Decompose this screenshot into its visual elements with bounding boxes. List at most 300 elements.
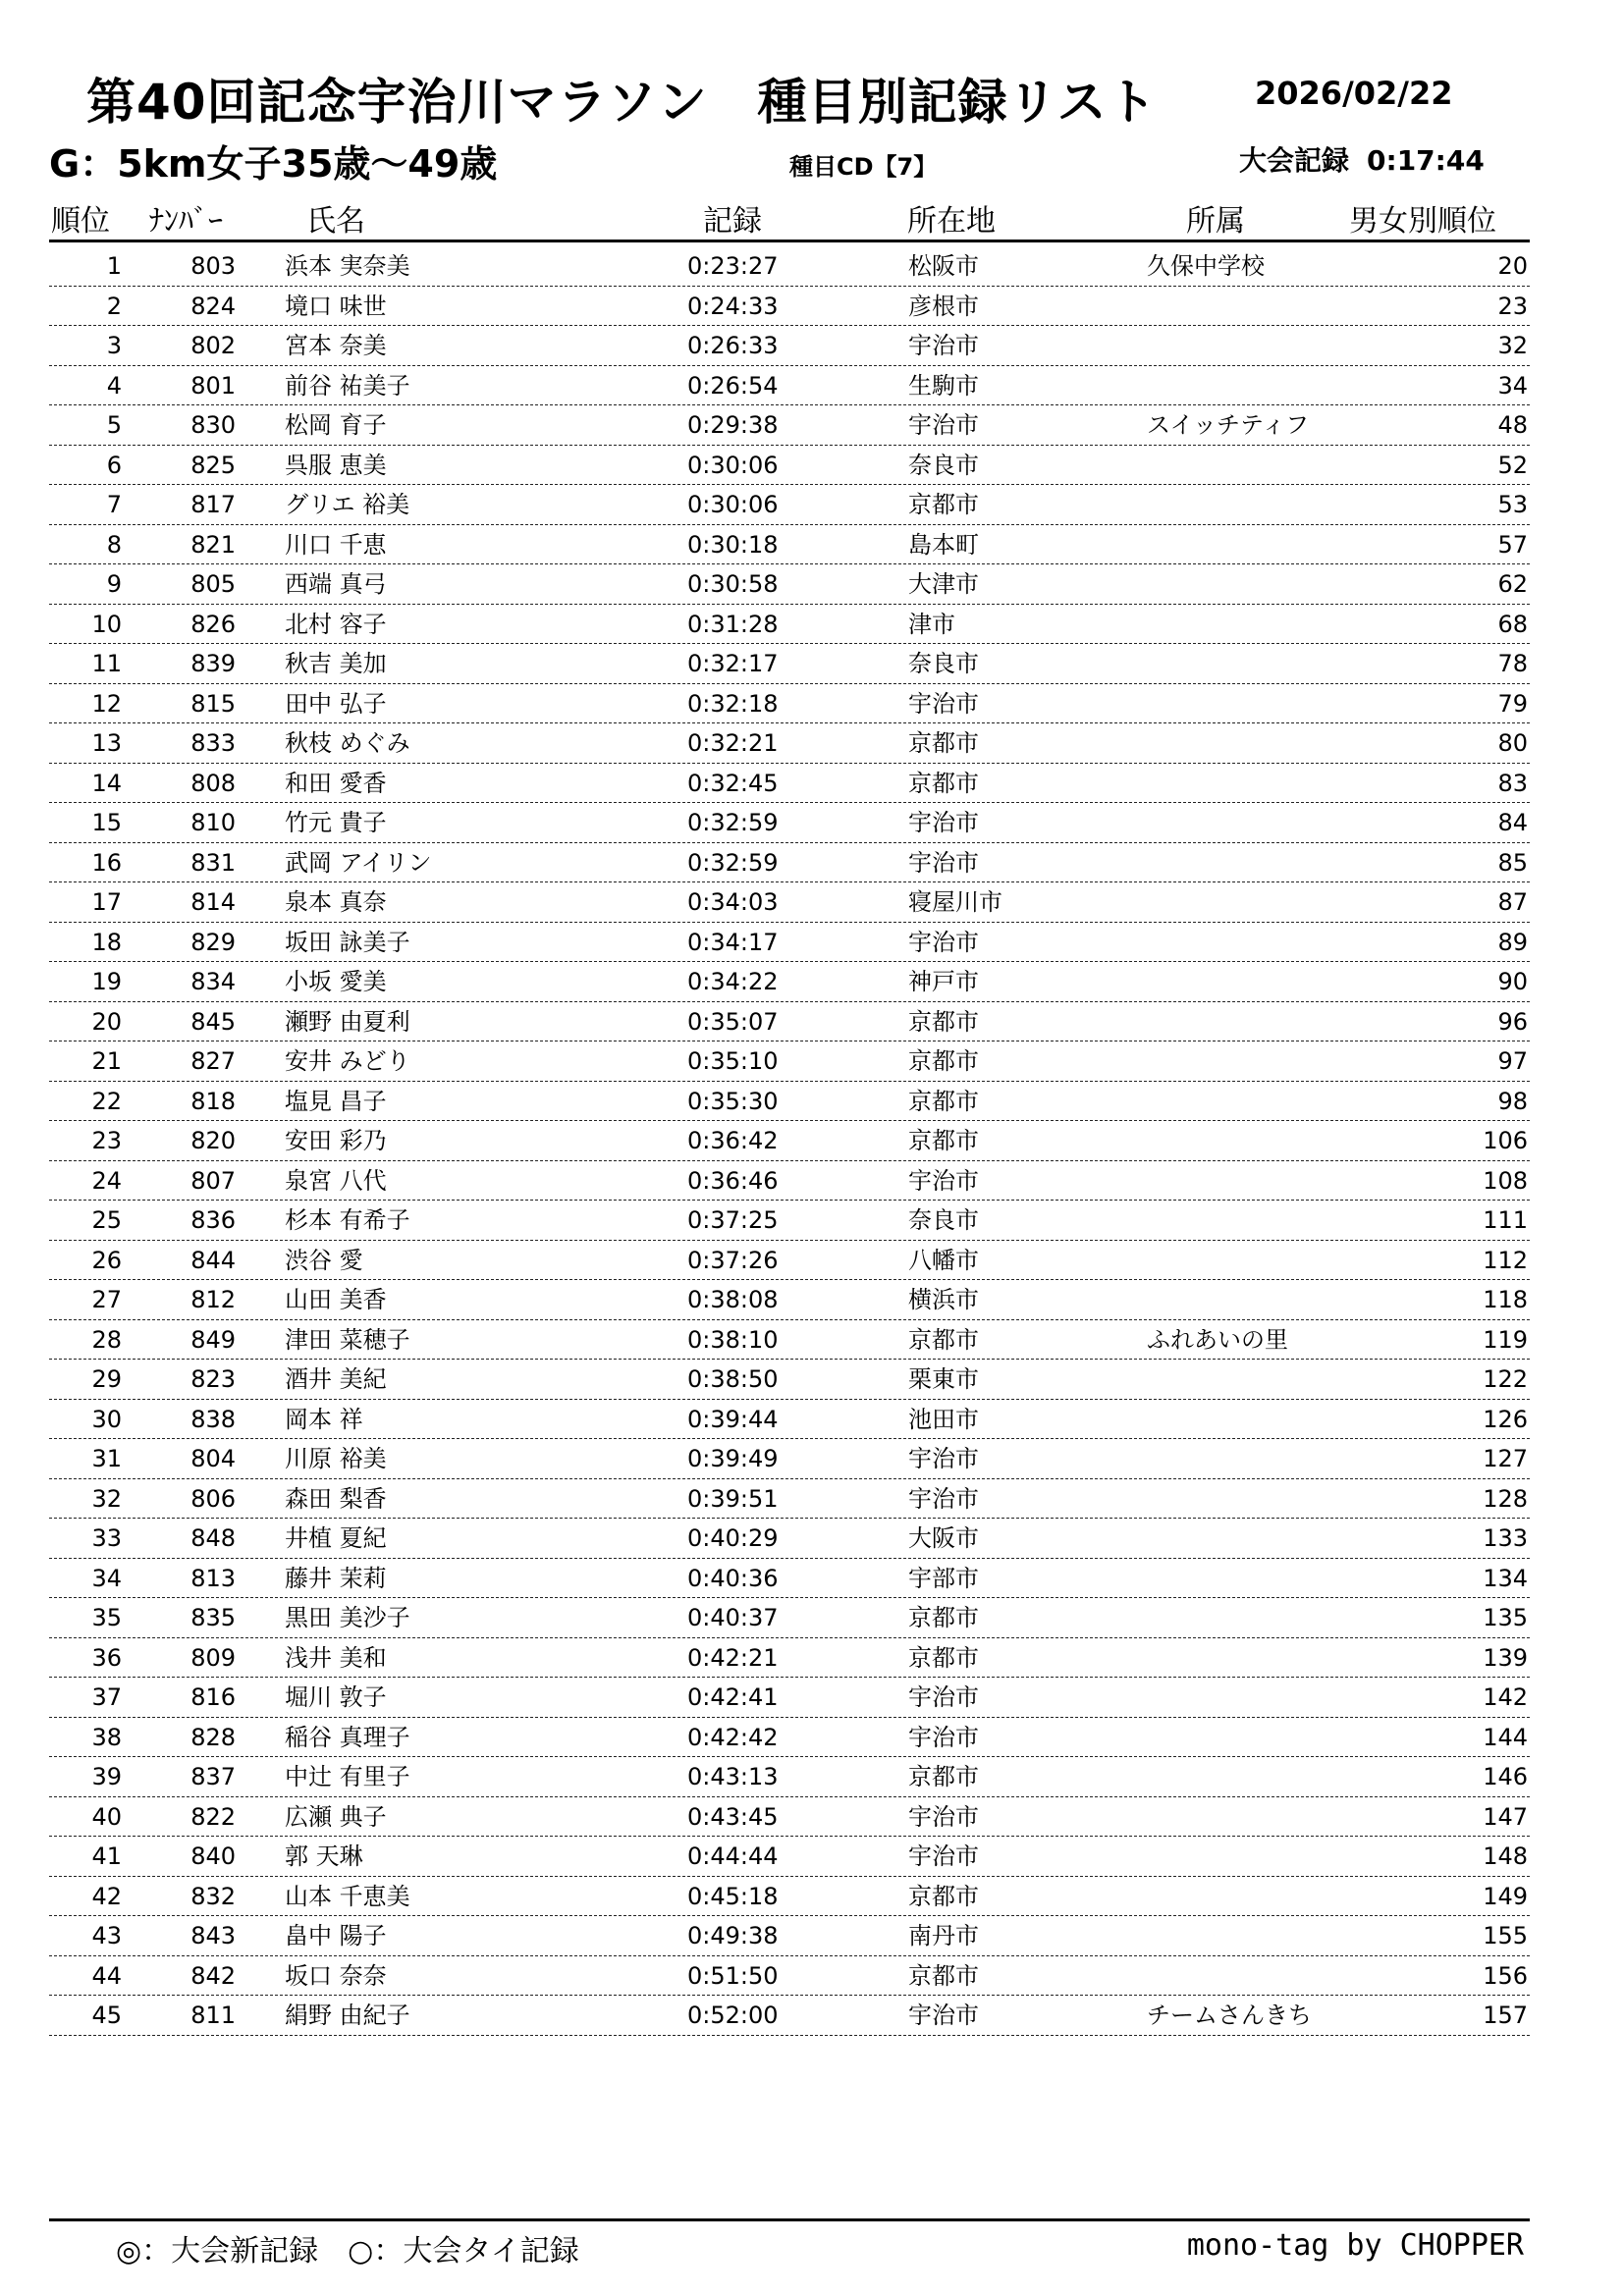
cell-time: 0:35:10 (687, 1047, 779, 1075)
cell-location: 宇治市 (908, 1802, 979, 1831)
cell-bib: 843 (190, 1922, 236, 1949)
cell-gender-rank: 80 (1497, 729, 1528, 757)
cell-location: 南丹市 (908, 1922, 979, 1949)
cell-bib: 807 (190, 1166, 236, 1195)
table-row (49, 1878, 1530, 1917)
cell-name: 川口 千恵 (285, 530, 387, 559)
cell-rank: 9 (106, 570, 122, 598)
cell-name: 坂田 詠美子 (285, 928, 410, 956)
table-row (49, 685, 1530, 724)
cell-time: 0:44:44 (687, 1842, 779, 1870)
table-row (49, 1162, 1530, 1201)
cell-rank: 29 (91, 1365, 122, 1393)
cell-name: 堀川 敦子 (285, 1683, 387, 1711)
cell-rank: 22 (91, 1087, 122, 1115)
cell-name: 小坂 愛美 (285, 968, 387, 995)
cell-name: 瀬野 由夏利 (285, 1007, 410, 1036)
cell-rank: 45 (91, 2002, 122, 2029)
table-row (49, 565, 1530, 605)
cell-name: 坂口 奈奈 (285, 1961, 387, 1990)
cell-location: 京都市 (908, 1961, 979, 1990)
column-header-rank: 順位 (51, 204, 110, 239)
cell-time: 0:39:51 (687, 1484, 779, 1513)
cell-rank: 38 (91, 1723, 122, 1751)
cell-name: 境口 味世 (285, 292, 387, 320)
cell-bib: 808 (190, 769, 236, 797)
cell-gender-rank: 135 (1483, 1604, 1528, 1631)
cell-bib: 809 (190, 1643, 236, 1672)
meet-record-value: 0:17:44 (1367, 144, 1485, 177)
cell-time: 0:35:30 (687, 1087, 779, 1115)
table-row (49, 606, 1530, 645)
cell-location: 宇治市 (908, 1683, 979, 1711)
cell-rank: 16 (91, 848, 122, 877)
cell-time: 0:30:58 (687, 570, 779, 598)
table-row (49, 1520, 1530, 1559)
table-row (49, 406, 1530, 446)
table-row (49, 1480, 1530, 1520)
cell-gender-rank: 68 (1497, 610, 1528, 638)
cell-time: 0:42:41 (687, 1683, 779, 1711)
table-row (49, 1083, 1530, 1122)
cell-gender-rank: 23 (1497, 292, 1528, 320)
cell-gender-rank: 98 (1497, 1087, 1528, 1115)
cell-bib: 828 (190, 1723, 236, 1751)
cell-name: 津田 菜穂子 (285, 1325, 410, 1354)
cell-location: 京都市 (908, 1325, 979, 1354)
cell-location: 奈良市 (908, 1206, 979, 1234)
cell-location: 津市 (908, 610, 955, 638)
cell-name: 山本 千恵美 (285, 1882, 410, 1910)
cell-time: 0:26:54 (687, 371, 779, 400)
cell-location: 宇部市 (908, 1564, 979, 1592)
event-code: 種目CD【7】 (789, 153, 938, 181)
cell-rank: 36 (91, 1643, 122, 1672)
cell-name: 北村 容子 (285, 610, 387, 638)
cell-name: 絹野 由紀子 (285, 2002, 410, 2029)
column-header-bib: ﾅﾝﾊﾞｰ (149, 204, 223, 239)
cell-location: 宇治市 (908, 2002, 979, 2029)
cell-bib: 821 (190, 530, 236, 559)
cell-time: 0:30:06 (687, 451, 779, 479)
cell-gender-rank: 53 (1497, 491, 1528, 518)
cell-time: 0:36:46 (687, 1166, 779, 1195)
cell-gender-rank: 119 (1483, 1325, 1528, 1354)
cell-team: ふれあいの里 (1147, 1325, 1288, 1354)
cell-bib: 820 (190, 1127, 236, 1154)
table-row (49, 247, 1530, 287)
table-row (49, 1639, 1530, 1679)
cell-bib: 826 (190, 610, 236, 638)
cell-name: 稲谷 真理子 (285, 1723, 410, 1751)
cell-location: 京都市 (908, 1604, 979, 1631)
cell-name: 松岡 育子 (285, 411, 387, 439)
cell-gender-rank: 122 (1483, 1365, 1528, 1393)
cell-bib: 816 (190, 1683, 236, 1711)
cell-time: 0:34:22 (687, 968, 779, 995)
cell-gender-rank: 89 (1497, 928, 1528, 956)
table-row (49, 1201, 1530, 1241)
cell-bib: 823 (190, 1365, 236, 1393)
cell-name: グリエ 裕美 (285, 491, 410, 518)
cell-gender-rank: 149 (1483, 1882, 1528, 1910)
cell-location: 大阪市 (908, 1524, 979, 1552)
cell-bib: 839 (190, 650, 236, 677)
cell-team: スイッチティフ (1147, 411, 1310, 439)
cell-bib: 818 (190, 1087, 236, 1115)
cell-rank: 23 (91, 1127, 122, 1154)
cell-rank: 31 (91, 1445, 122, 1472)
cell-gender-rank: 20 (1497, 252, 1528, 280)
cell-rank: 26 (91, 1246, 122, 1274)
cell-rank: 1 (106, 252, 122, 280)
cell-bib: 834 (190, 968, 236, 995)
cell-bib: 842 (190, 1961, 236, 1990)
table-row (49, 645, 1530, 684)
table-row (49, 1042, 1530, 1082)
cell-gender-rank: 144 (1483, 1723, 1528, 1751)
cell-gender-rank: 157 (1483, 2002, 1528, 2029)
credit: mono-tag by CHOPPER (1186, 2228, 1524, 2263)
cell-rank: 40 (91, 1802, 122, 1831)
table-row (49, 1917, 1530, 1956)
cell-name: 竹元 貴子 (285, 809, 387, 836)
cell-gender-rank: 134 (1483, 1564, 1528, 1592)
cell-gender-rank: 112 (1483, 1246, 1528, 1274)
cell-location: 宇治市 (908, 1166, 979, 1195)
cell-rank: 6 (106, 451, 122, 479)
cell-bib: 831 (190, 848, 236, 877)
cell-time: 0:45:18 (687, 1882, 779, 1910)
cell-location: 宇治市 (908, 332, 979, 359)
cell-name: 中辻 有里子 (285, 1763, 410, 1790)
meet-record-label: 大会記録 (1239, 144, 1350, 177)
cell-location: 京都市 (908, 729, 979, 757)
cell-gender-rank: 83 (1497, 769, 1528, 797)
cell-location: 彦根市 (908, 292, 979, 320)
cell-gender-rank: 97 (1497, 1047, 1528, 1075)
cell-gender-rank: 106 (1483, 1127, 1528, 1154)
cell-time: 0:35:07 (687, 1007, 779, 1036)
cell-rank: 32 (91, 1484, 122, 1513)
cell-bib: 835 (190, 1604, 236, 1631)
cell-bib: 801 (190, 371, 236, 400)
cell-name: 田中 弘子 (285, 689, 387, 718)
cell-rank: 5 (106, 411, 122, 439)
cell-gender-rank: 90 (1497, 968, 1528, 995)
cell-rank: 2 (106, 292, 122, 320)
cell-bib: 836 (190, 1206, 236, 1234)
cell-time: 0:39:49 (687, 1445, 779, 1472)
table-row (49, 1599, 1530, 1638)
cell-bib: 832 (190, 1882, 236, 1910)
cell-time: 0:38:08 (687, 1286, 779, 1313)
cell-rank: 15 (91, 809, 122, 836)
cell-bib: 804 (190, 1445, 236, 1472)
cell-rank: 25 (91, 1206, 122, 1234)
cell-gender-rank: 142 (1483, 1683, 1528, 1711)
cell-bib: 838 (190, 1405, 236, 1433)
cell-time: 0:36:42 (687, 1127, 779, 1154)
cell-location: 島本町 (908, 530, 979, 559)
cell-name: 前谷 祐美子 (285, 371, 410, 400)
cell-bib: 810 (190, 809, 236, 836)
cell-gender-rank: 85 (1497, 848, 1528, 877)
cell-rank: 17 (91, 888, 122, 916)
cell-rank: 14 (91, 769, 122, 797)
cell-rank: 28 (91, 1325, 122, 1354)
cell-gender-rank: 147 (1483, 1802, 1528, 1831)
cell-gender-rank: 84 (1497, 809, 1528, 836)
cell-location: 京都市 (908, 1047, 979, 1075)
cell-gender-rank: 87 (1497, 888, 1528, 916)
cell-time: 0:32:59 (687, 848, 779, 877)
cell-location: 京都市 (908, 1643, 979, 1672)
cell-time: 0:31:28 (687, 610, 779, 638)
cell-name: 畠中 陽子 (285, 1922, 387, 1949)
cell-gender-rank: 108 (1483, 1166, 1528, 1195)
cell-gender-rank: 57 (1497, 530, 1528, 559)
cell-time: 0:38:50 (687, 1365, 779, 1393)
cell-bib: 815 (190, 689, 236, 718)
event-category: G：5km女子35歳～49歳 (49, 142, 498, 186)
results-table (49, 247, 1530, 2037)
table-row (49, 1361, 1530, 1400)
cell-gender-rank: 118 (1483, 1286, 1528, 1313)
cell-name: 郭 天琳 (285, 1842, 363, 1870)
table-row (49, 288, 1530, 327)
cell-name: 広瀬 典子 (285, 1802, 387, 1831)
cell-time: 0:43:45 (687, 1802, 779, 1831)
cell-bib: 849 (190, 1325, 236, 1354)
table-row (49, 844, 1530, 883)
cell-rank: 8 (106, 530, 122, 559)
cell-time: 0:32:59 (687, 809, 779, 836)
cell-location: 宇治市 (908, 1723, 979, 1751)
cell-time: 0:34:03 (687, 888, 779, 916)
cell-time: 0:32:45 (687, 769, 779, 797)
cell-gender-rank: 139 (1483, 1643, 1528, 1672)
cell-name: 泉本 真奈 (285, 888, 387, 916)
cell-rank: 34 (91, 1564, 122, 1592)
cell-name: 酒井 美紀 (285, 1365, 387, 1393)
cell-name: 宮本 奈美 (285, 332, 387, 359)
cell-location: 池田市 (908, 1405, 979, 1433)
cell-bib: 833 (190, 729, 236, 757)
table-row (49, 1758, 1530, 1797)
cell-location: 宇治市 (908, 1842, 979, 1870)
cell-time: 0:40:37 (687, 1604, 779, 1631)
cell-rank: 10 (91, 610, 122, 638)
cell-rank: 33 (91, 1524, 122, 1552)
cell-name: 安田 彩乃 (285, 1127, 387, 1154)
cell-location: 横浜市 (908, 1286, 979, 1313)
cell-bib: 806 (190, 1484, 236, 1513)
cell-location: 京都市 (908, 1007, 979, 1036)
table-row (49, 924, 1530, 963)
cell-rank: 37 (91, 1683, 122, 1711)
cell-name: 浜本 実奈美 (285, 252, 410, 280)
table-row (49, 765, 1530, 804)
table-row (49, 1798, 1530, 1838)
cell-location: 宇治市 (908, 809, 979, 836)
cell-time: 0:51:50 (687, 1961, 779, 1990)
cell-location: 京都市 (908, 491, 979, 518)
cell-name: 渋谷 愛 (285, 1246, 363, 1274)
cell-gender-rank: 148 (1483, 1842, 1528, 1870)
cell-time: 0:23:27 (687, 252, 779, 280)
cell-location: 八幡市 (908, 1246, 979, 1274)
cell-location: 奈良市 (908, 650, 979, 677)
cell-time: 0:32:17 (687, 650, 779, 677)
cell-location: 京都市 (908, 769, 979, 797)
cell-location: 京都市 (908, 1763, 979, 1790)
cell-bib: 844 (190, 1246, 236, 1274)
record-legend: ◎：大会新記録 ○：大会タイ記録 (116, 2234, 579, 2269)
cell-rank: 3 (106, 332, 122, 359)
cell-time: 0:32:21 (687, 729, 779, 757)
column-header-time: 記録 (703, 204, 762, 239)
table-row (49, 1401, 1530, 1440)
cell-bib: 829 (190, 928, 236, 956)
cell-gender-rank: 156 (1483, 1961, 1528, 1990)
cell-team: 久保中学校 (1147, 252, 1265, 280)
cell-time: 0:52:00 (687, 2002, 779, 2029)
cell-rank: 44 (91, 1961, 122, 1990)
cell-location: 宇治市 (908, 1484, 979, 1513)
column-header-location: 所在地 (907, 204, 996, 239)
cell-location: 神戸市 (908, 968, 979, 995)
cell-location: 京都市 (908, 1127, 979, 1154)
footer-rule (49, 2218, 1530, 2221)
cell-name: 山田 美香 (285, 1286, 387, 1313)
page-title: 第40回記念宇治川マラソン 種目別記録リスト (86, 74, 1158, 131)
cell-name: 岡本 祥 (285, 1405, 363, 1433)
cell-rank: 20 (91, 1007, 122, 1036)
cell-time: 0:40:29 (687, 1524, 779, 1552)
cell-gender-rank: 52 (1497, 451, 1528, 479)
cell-gender-rank: 78 (1497, 650, 1528, 677)
cell-name: 井植 夏紀 (285, 1524, 387, 1552)
table-row (49, 724, 1530, 764)
cell-location: 宇治市 (908, 411, 979, 439)
cell-rank: 43 (91, 1922, 122, 1949)
cell-bib: 830 (190, 411, 236, 439)
cell-rank: 21 (91, 1047, 122, 1075)
cell-rank: 27 (91, 1286, 122, 1313)
cell-name: 安井 みどり (285, 1047, 410, 1075)
cell-time: 0:38:10 (687, 1325, 779, 1354)
cell-time: 0:30:06 (687, 491, 779, 518)
cell-time: 0:37:26 (687, 1246, 779, 1274)
cell-rank: 19 (91, 968, 122, 995)
cell-time: 0:49:38 (687, 1922, 779, 1949)
cell-name: 藤井 茉莉 (285, 1564, 387, 1592)
cell-gender-rank: 79 (1497, 689, 1528, 718)
cell-location: 宇治市 (908, 1445, 979, 1472)
cell-rank: 13 (91, 729, 122, 757)
cell-gender-rank: 62 (1497, 570, 1528, 598)
table-row (49, 1679, 1530, 1718)
meet-record (1239, 139, 1485, 179)
cell-rank: 39 (91, 1763, 122, 1790)
cell-name: 武岡 アイリン (285, 848, 432, 877)
table-row (49, 327, 1530, 366)
cell-bib: 840 (190, 1842, 236, 1870)
column-header-team: 所属 (1186, 204, 1245, 239)
cell-rank: 24 (91, 1166, 122, 1195)
cell-gender-rank: 146 (1483, 1763, 1528, 1790)
cell-team: チームさんきち (1147, 2002, 1312, 2029)
cell-name: 和田 愛香 (285, 769, 387, 797)
cell-rank: 18 (91, 928, 122, 956)
cell-bib: 812 (190, 1286, 236, 1313)
cell-location: 栗東市 (908, 1365, 979, 1393)
cell-bib: 805 (190, 570, 236, 598)
cell-gender-rank: 111 (1483, 1206, 1528, 1234)
cell-location: 松阪市 (908, 252, 979, 280)
cell-time: 0:30:18 (687, 530, 779, 559)
cell-rank: 41 (91, 1842, 122, 1870)
cell-bib: 845 (190, 1007, 236, 1036)
cell-gender-rank: 127 (1483, 1445, 1528, 1472)
cell-name: 森田 梨香 (285, 1484, 387, 1513)
cell-location: 宇治市 (908, 848, 979, 877)
cell-bib: 825 (190, 451, 236, 479)
event-date: 2026/02/22 (1255, 75, 1453, 112)
table-row (49, 447, 1530, 486)
cell-time: 0:26:33 (687, 332, 779, 359)
cell-rank: 7 (106, 491, 122, 518)
cell-bib: 824 (190, 292, 236, 320)
cell-gender-rank: 133 (1483, 1524, 1528, 1552)
cell-location: 宇治市 (908, 928, 979, 956)
cell-location: 宇治市 (908, 689, 979, 718)
cell-location: 奈良市 (908, 451, 979, 479)
table-row (49, 1122, 1530, 1161)
cell-rank: 11 (91, 650, 122, 677)
cell-bib: 817 (190, 491, 236, 518)
cell-time: 0:39:44 (687, 1405, 779, 1433)
table-row (49, 804, 1530, 843)
cell-gender-rank: 126 (1483, 1405, 1528, 1433)
header-rule (49, 240, 1530, 242)
cell-name: 泉宮 八代 (285, 1166, 387, 1195)
cell-location: 寝屋川市 (908, 888, 1002, 916)
cell-name: 呉服 恵美 (285, 451, 387, 479)
table-row (49, 1440, 1530, 1479)
cell-name: 秋枝 めぐみ (285, 729, 410, 757)
cell-rank: 4 (106, 371, 122, 400)
cell-bib: 813 (190, 1564, 236, 1592)
cell-time: 0:32:18 (687, 689, 779, 718)
cell-name: 西端 真弓 (285, 570, 387, 598)
cell-name: 塩見 昌子 (285, 1087, 387, 1115)
cell-rank: 42 (91, 1882, 122, 1910)
table-row (49, 1957, 1530, 1997)
cell-time: 0:42:21 (687, 1643, 779, 1672)
cell-gender-rank: 32 (1497, 332, 1528, 359)
table-row (49, 486, 1530, 525)
table-row (49, 526, 1530, 565)
cell-name: 黒田 美沙子 (285, 1604, 410, 1631)
column-header-gender-rank: 男女別順位 (1349, 204, 1496, 239)
cell-time: 0:34:17 (687, 928, 779, 956)
cell-time: 0:24:33 (687, 292, 779, 320)
table-row (49, 1838, 1530, 1877)
cell-bib: 822 (190, 1802, 236, 1831)
cell-bib: 827 (190, 1047, 236, 1075)
